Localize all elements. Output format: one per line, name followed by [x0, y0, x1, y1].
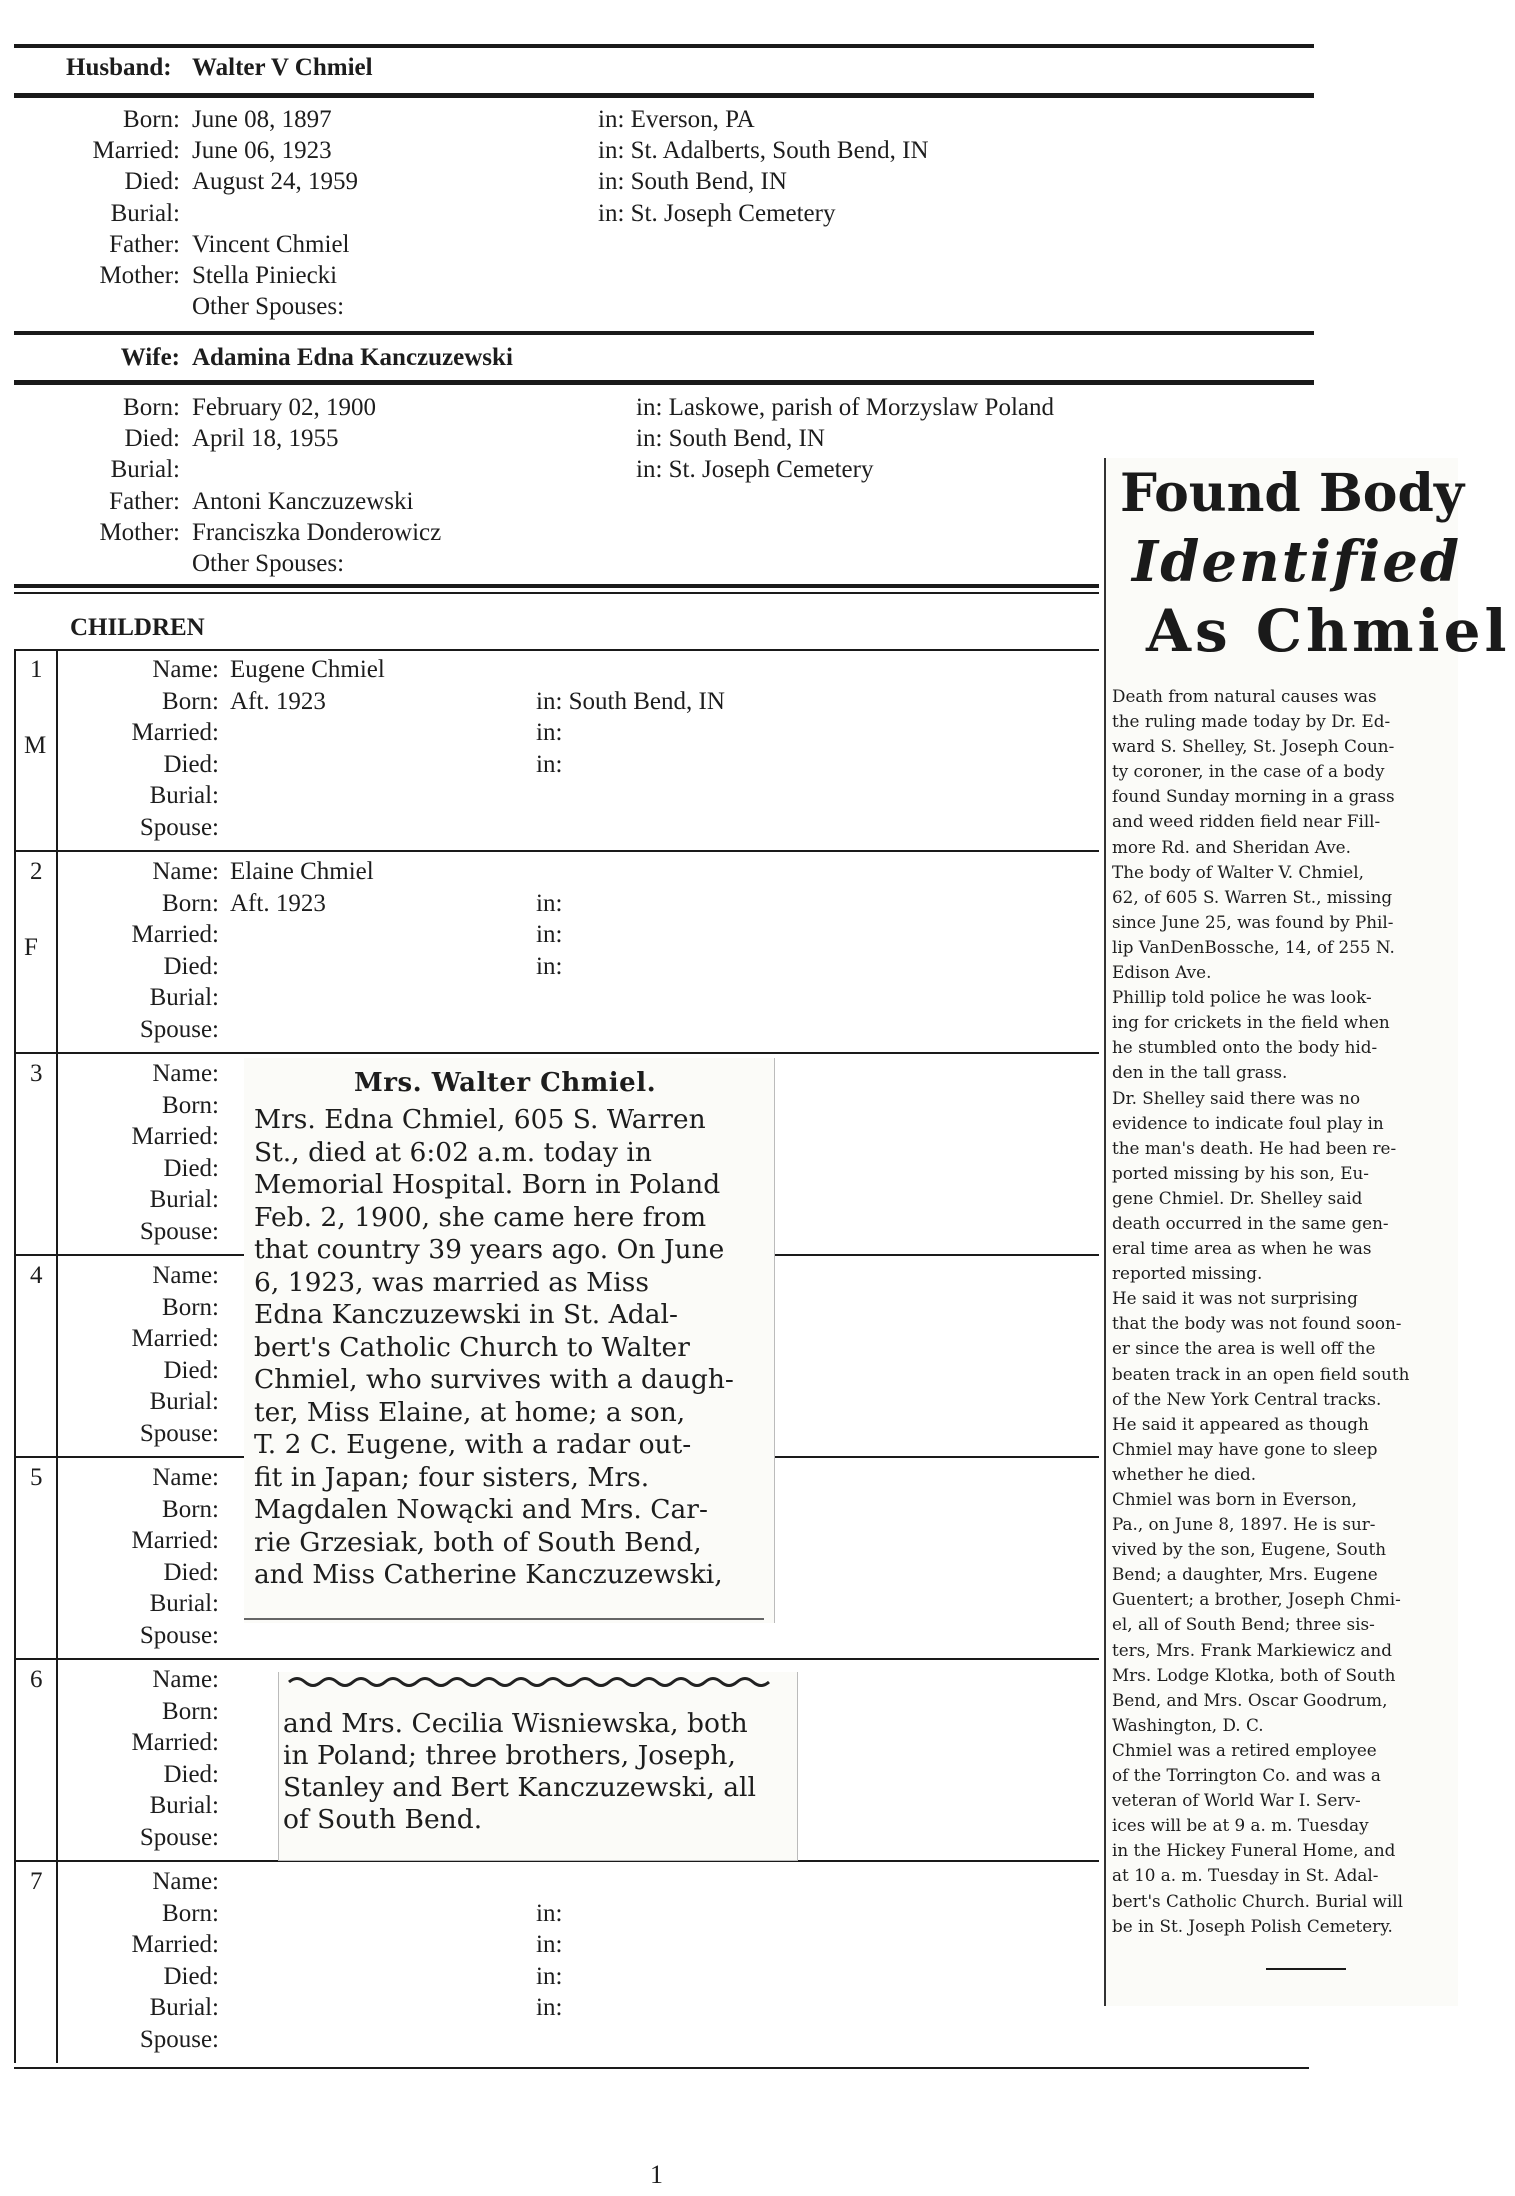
child-field-label: Married: — [131, 1729, 219, 1757]
found-body-line: Bend; a daughter, Mrs. Eugene — [1112, 1564, 1378, 1585]
child-number: 5 — [30, 1464, 43, 1491]
found-body-line: The body of Walter V. Chmiel, — [1112, 861, 1364, 882]
husband-born-place: in: Everson, PA — [598, 106, 755, 133]
child-field-label: Spouse: — [139, 1218, 219, 1245]
child-field-label: Burial: — [149, 1186, 219, 1214]
husband-born-value: June 08, 1897 — [192, 106, 332, 133]
child-field-label: Died: — [163, 750, 219, 778]
child-field-label: Name: — [152, 1868, 219, 1895]
obituary-mrs-line: 6, 1923, was married as Miss — [254, 1266, 649, 1298]
wife-father-label: Father: — [109, 488, 180, 515]
obituary-mrs-continuation-line: Stanley and Bert Kanczuzewski, all — [283, 1772, 756, 1803]
husband-died-value: August 24, 1959 — [192, 168, 358, 195]
found-body-line: den in the tall grass. — [1112, 1062, 1288, 1083]
found-body-line: death occurred in the same gen- — [1112, 1212, 1389, 1233]
child-field-label: Died: — [163, 1558, 219, 1586]
husband-burial-label: Burial: — [110, 200, 180, 227]
wavy-cut-edge — [279, 1672, 797, 1692]
child-field-label: Born: — [162, 1091, 219, 1119]
child-field-place: in: — [536, 1899, 563, 1927]
children-heading: CHILDREN — [70, 614, 205, 641]
obituary-mrs-continuation-line: in Poland; three brothers, Joseph, — [283, 1740, 736, 1771]
obituary-mrs-line: Edna Kanczuzewski in St. Adal- — [254, 1299, 678, 1330]
found-body-line: eral time area as when he was — [1112, 1238, 1372, 1259]
child-field-label: Born: — [162, 1697, 219, 1725]
found-body-title-line-1: Found Body — [1120, 463, 1465, 524]
page-number: 1 — [650, 2160, 663, 2189]
husband-married-place: in: St. Adalberts, South Bend, IN — [598, 137, 929, 164]
child-field-label: Born: — [162, 687, 219, 715]
children-heading-rule — [14, 649, 1099, 651]
child-field-place: in: — [536, 921, 563, 949]
obituary-mrs-continuation-body — [283, 1708, 793, 1836]
found-body-title-line-2: Identified — [1132, 529, 1461, 595]
child-field-value: Eugene Chmiel — [230, 656, 385, 683]
found-body-line: the ruling made today by Dr. Ed- — [1112, 711, 1391, 732]
child-field-place: in: — [536, 952, 563, 980]
found-body-line: ing for crickets in the field when — [1112, 1012, 1390, 1033]
wife-born-value: February 02, 1900 — [192, 394, 376, 421]
child-field-label: Died: — [163, 1760, 219, 1788]
obituary-mrs-line: Mrs. Edna Chmiel, 605 S. Warren — [254, 1104, 706, 1135]
husband-other-spouses: Other Spouses: — [192, 293, 345, 320]
found-body-line: ices will be at 9 a. m. Tuesday — [1112, 1815, 1369, 1836]
found-body-title-line-3: As Chmiel — [1146, 597, 1511, 665]
wife-top-rule — [14, 331, 1314, 335]
child-field-label: Born: — [162, 889, 219, 917]
child-number: 2 — [30, 858, 43, 885]
found-body-line: Chmiel may have gone to sleep — [1112, 1438, 1378, 1459]
child-field-place: in: — [536, 1962, 563, 1990]
found-body-line: Phillip told police he was look- — [1112, 987, 1372, 1008]
wife-other-spouses: Other Spouses: — [192, 550, 345, 577]
found-body-line: er since the area is well off the — [1112, 1338, 1376, 1359]
obituary-clipping-found-body — [1104, 458, 1511, 2006]
husband-born-label: Born: — [123, 106, 180, 133]
found-body-line: Washington, D. C. — [1112, 1714, 1264, 1735]
obituary-mrs-line: Memorial Hospital. Born in Poland — [254, 1169, 721, 1200]
child-field-label: Name: — [152, 1262, 219, 1289]
found-body-line: He said it was not surprising — [1112, 1288, 1358, 1309]
wife-father-value: Antoni Kanczuzewski — [192, 488, 414, 515]
wife-died-place: in: South Bend, IN — [636, 425, 825, 452]
child-field-label: Spouse: — [139, 1016, 219, 1043]
found-body-body — [1112, 684, 1452, 1939]
found-body-line: evidence to indicate foul play in — [1112, 1112, 1384, 1133]
child-field-label: Born: — [162, 1293, 219, 1321]
obituary-mrs-line: and Miss Catherine Kanczuzewski, — [254, 1559, 723, 1590]
child-field-label: Spouse: — [139, 1622, 219, 1649]
child-field-place: in: — [536, 750, 563, 778]
obituary-mrs-line: Feb. 2, 1900, she came here from — [254, 1201, 707, 1233]
wife-heading-label: Wife: — [120, 344, 180, 371]
child-field-place: in: — [536, 1931, 563, 1959]
husband-heading-label: Husband: — [66, 54, 172, 81]
children-top-rule-2 — [14, 592, 1099, 594]
found-body-line: 62, of 605 S. Warren St., missing — [1112, 886, 1393, 907]
found-body-line: that the body was not found soon- — [1112, 1313, 1402, 1334]
obituary-clipping-continuation — [278, 1672, 798, 1861]
children-top-rule — [14, 584, 1099, 588]
found-body-line: the man's death. He had been re- — [1112, 1137, 1397, 1158]
found-body-line: of the New York Central tracks. — [1112, 1388, 1382, 1409]
found-body-end-rule — [1266, 1968, 1346, 1970]
found-body-line: ported missing by his son, Eu- — [1112, 1162, 1369, 1183]
obituary-mrs-heading: Mrs. Walter Chmiel. — [354, 1068, 657, 1098]
found-body-line: be in St. Joseph Polish Cemetery. — [1112, 1915, 1393, 1936]
child-field-place: in: South Bend, IN — [536, 687, 725, 715]
children-number-column-border — [56, 649, 58, 2063]
wife-died-value: April 18, 1955 — [192, 425, 339, 452]
child-sex: F — [24, 934, 38, 961]
obituary-clipping-mrs-chmiel — [244, 1058, 775, 1623]
child-sex: M — [24, 732, 47, 759]
child-field-label: Spouse: — [139, 1824, 219, 1851]
child-field-label: Burial: — [149, 1994, 219, 2022]
child-field-label: Born: — [162, 1899, 219, 1927]
found-body-line: gene Chmiel. Dr. Shelley said — [1112, 1187, 1363, 1208]
found-body-line: Chmiel was a retired employee — [1112, 1739, 1377, 1760]
child-field-label: Died: — [163, 952, 219, 980]
found-body-line: Chmiel was born in Everson, — [1112, 1489, 1357, 1509]
found-body-line: Edison Ave. — [1112, 962, 1212, 983]
obituary-mrs-line: fit in Japan; four sisters, Mrs. — [254, 1461, 650, 1493]
husband-bottom-rule — [14, 93, 1314, 98]
found-body-line: Pa., on June 8, 1897. He is sur- — [1112, 1514, 1376, 1535]
child-separator-rule — [14, 1052, 1099, 1054]
child-separator-rule — [14, 850, 1099, 852]
child-field-place: in: — [536, 1994, 563, 2022]
found-body-line: Bend, and Mrs. Oscar Goodrum, — [1112, 1689, 1388, 1710]
child-field-place: in: — [536, 719, 563, 747]
child-number: 4 — [30, 1262, 43, 1289]
child-field-label: Married: — [131, 719, 219, 747]
child-field-label: Died: — [163, 1356, 219, 1384]
child-field-label: Name: — [152, 1666, 219, 1693]
found-body-line: Guentert; a brother, Joseph Chmi- — [1112, 1589, 1401, 1610]
husband-mother-label: Mother: — [99, 262, 180, 289]
child-number: 6 — [30, 1666, 43, 1693]
obituary-mrs-continuation-line: of South Bend. — [283, 1804, 483, 1835]
child-field-label: Name: — [152, 1464, 219, 1491]
obituary-mrs-line: Magdalen Nowącki and Mrs. Car- — [254, 1494, 708, 1525]
wife-died-label: Died: — [124, 425, 180, 452]
child-field-label: Burial: — [149, 1792, 219, 1820]
children-bottom-rule — [14, 2067, 1309, 2069]
wife-burial-label: Burial: — [110, 456, 180, 483]
obituary-mrs-continuation-line: and Mrs. Cecilia Wisniewska, both — [283, 1708, 748, 1739]
wife-bottom-rule — [14, 380, 1314, 385]
obituary-mrs-line: that country 39 years ago. On June — [254, 1234, 725, 1265]
husband-top-rule — [14, 44, 1314, 48]
child-field-label: Born: — [162, 1495, 219, 1523]
found-body-line: in the Hickey Funeral Home, and — [1112, 1840, 1396, 1861]
child-field-label: Died: — [163, 1154, 219, 1182]
wife-mother-label: Mother: — [99, 519, 180, 546]
wife-burial-place: in: St. Joseph Cemetery — [636, 456, 874, 483]
child-field-label: Burial: — [149, 1388, 219, 1416]
husband-burial-place: in: St. Joseph Cemetery — [598, 200, 836, 227]
obituary-mrs-bottom-dash — [244, 1618, 764, 1620]
found-body-line: he stumbled onto the body hid- — [1112, 1037, 1378, 1058]
obituary-mrs-line: Chmiel, who survives with a daugh- — [254, 1364, 734, 1395]
child-number: 3 — [30, 1060, 43, 1087]
found-body-line: lip VanDenBossche, 14, of 255 N. — [1112, 936, 1395, 957]
child-field-label: Name: — [152, 858, 219, 885]
child-field-label: Married: — [131, 1123, 219, 1151]
wife-mother-value: Franciszka Donderowicz — [192, 519, 442, 546]
found-body-line: ty coroner, in the case of a body — [1112, 761, 1385, 782]
found-body-line: reported missing. — [1112, 1263, 1263, 1284]
child-field-value: Elaine Chmiel — [230, 858, 374, 885]
child-field-value: Aft. 1923 — [230, 889, 326, 917]
child-field-label: Burial: — [149, 1590, 219, 1618]
child-field-label: Burial: — [149, 984, 219, 1012]
child-field-label: Spouse: — [139, 2026, 219, 2053]
found-body-line: veteran of World War I. Serv- — [1112, 1790, 1361, 1811]
found-body-line: of the Torrington Co. and was a — [1112, 1765, 1381, 1786]
found-body-line: He said it appeared as though — [1112, 1413, 1369, 1434]
child-field-label: Married: — [131, 921, 219, 949]
wife-name: Adamina Edna Kanczuzewski — [192, 344, 513, 371]
husband-mother-value: Stella Piniecki — [192, 262, 338, 289]
husband-father-value: Vincent Chmiel — [192, 231, 350, 258]
found-body-line: since June 25, was found by Phil- — [1112, 911, 1394, 932]
found-body-line: vived by the son, Eugene, South — [1112, 1539, 1386, 1560]
obituary-mrs-line: bert's Catholic Church to Walter — [254, 1331, 690, 1363]
child-field-place: in: — [536, 889, 563, 917]
husband-father-label: Father: — [109, 231, 180, 258]
child-separator-rule — [14, 1658, 1099, 1660]
found-body-line: Mrs. Lodge Klotka, both of South — [1112, 1664, 1396, 1685]
child-field-label: Married: — [131, 1527, 219, 1555]
wife-born-label: Born: — [123, 394, 180, 421]
child-number: 1 — [30, 656, 43, 683]
child-field-value: Aft. 1923 — [230, 687, 326, 715]
child-field-label: Married: — [131, 1325, 219, 1353]
wife-born-place: in: Laskowe, parish of Morzyslaw Poland — [636, 394, 1054, 421]
found-body-line: ters, Mrs. Frank Markiewicz and — [1112, 1639, 1392, 1660]
children-left-border — [14, 649, 16, 2063]
husband-married-value: June 06, 1923 — [192, 137, 332, 164]
found-body-line: more Rd. and Sheridan Ave. — [1112, 836, 1351, 857]
found-body-line: and weed ridden field near Fill- — [1112, 811, 1381, 832]
obituary-mrs-line: ter, Miss Elaine, at home; a son, — [254, 1396, 686, 1428]
husband-married-label: Married: — [92, 137, 180, 164]
child-number: 7 — [30, 1868, 43, 1895]
found-body-line: at 10 a. m. Tuesday in St. Adal- — [1112, 1865, 1379, 1886]
child-field-label: Name: — [152, 656, 219, 683]
husband-name: Walter V Chmiel — [192, 54, 373, 81]
husband-died-label: Died: — [124, 168, 180, 195]
obituary-mrs-line: T. 2 C. Eugene, with a radar out- — [254, 1429, 692, 1460]
found-body-line: ward S. Shelley, St. Joseph Coun- — [1112, 736, 1395, 757]
found-body-line: found Sunday morning in a grass — [1112, 786, 1395, 807]
child-field-label: Married: — [131, 1931, 219, 1959]
child-field-label: Died: — [163, 1962, 219, 1990]
found-body-line: Dr. Shelley said there was no — [1112, 1087, 1361, 1108]
obituary-mrs-line: rie Grzesiak, both of South Bend, — [254, 1526, 702, 1558]
found-body-line: whether he died. — [1112, 1463, 1257, 1484]
found-body-line: beaten track in an open field south — [1112, 1363, 1410, 1384]
obituary-mrs-body — [254, 1104, 764, 1592]
child-field-label: Burial: — [149, 782, 219, 810]
child-field-label: Name: — [152, 1060, 219, 1087]
found-body-line: bert's Catholic Church. Burial will — [1112, 1890, 1404, 1911]
found-body-line: el, all of South Bend; three sis- — [1112, 1614, 1375, 1635]
child-field-label: Spouse: — [139, 814, 219, 841]
found-body-line: Death from natural causes was — [1112, 686, 1377, 706]
obituary-mrs-line: St., died at 6:02 a.m. today in — [254, 1136, 652, 1168]
husband-died-place: in: South Bend, IN — [598, 168, 787, 195]
child-field-label: Spouse: — [139, 1420, 219, 1447]
